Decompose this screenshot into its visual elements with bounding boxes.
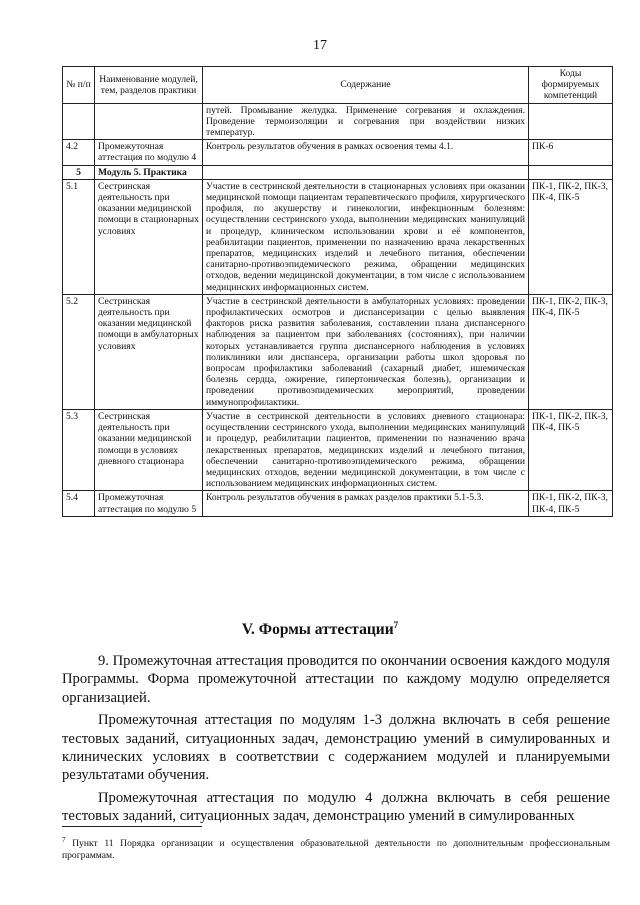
- module-5-heading-row: [63, 165, 613, 179]
- row-codes: ПК-1, ПК-2, ПК-3, ПК-4, ПК-5: [529, 294, 613, 409]
- header-content: Содержание: [203, 67, 529, 104]
- row-codes: ПК-1, ПК-2, ПК-3, ПК-4, ПК-5: [529, 491, 613, 516]
- module-title: Модуль 5. Практика: [95, 165, 203, 179]
- paragraph: Промежуточная аттестация по модулю 4 должна включать в себя решение тестовых заданий, ситуационных задач, демонстрацию умений в симулированных: [62, 789, 610, 825]
- footnote: [62, 834, 610, 862]
- footnote-divider: [62, 826, 202, 827]
- row-number: 5.4: [63, 491, 95, 516]
- row-content: Участие в сестринской деятельности в амбулаторных условиях: проведении профилактических осмотров и диспансеризации с целью выявления факторов риска развития заболевания, составлении плана диспансерного наблюдения за пациентом при заболеваниях (состояниях), при наличии которых устанавливается группа диспансерного наблюдения в условиях поликлиники или диспансера, организации работы школ здоровья по вопросам профилактики заболеваний (сахарный диабет, ишемическая болезнь сердца, ожирение, гипертоническая болезнь), организации и проведении противоэпидемических мероприятий, проведении иммунопрофилактики.: [203, 294, 529, 409]
- row-codes: ПК-1, ПК-2, ПК-3, ПК-4, ПК-5: [529, 179, 613, 294]
- header-codes: Коды формируемых компетенций: [529, 67, 613, 104]
- header-name: Наименование модулей, тем, разделов практики: [95, 67, 203, 104]
- section-title-text: V. Формы аттестации: [241, 621, 394, 639]
- table-row-4-2: [63, 140, 613, 165]
- page-number: 17: [313, 38, 327, 53]
- body-text: [62, 652, 610, 830]
- row-name: Сестринская деятельность при оказании медицинской помощи в амбулаторных условиях: [95, 294, 203, 409]
- row-number: 4.2: [63, 140, 95, 165]
- section-title: [0, 620, 640, 639]
- row-name: Сестринская деятельность при оказании медицинской помощи в условиях дневного стационара: [95, 409, 203, 490]
- row-codes: [529, 103, 613, 140]
- footnote-mark: 7: [62, 836, 66, 844]
- paragraph: Промежуточная аттестация по модулям 1-3 должна включать в себя решение тестовых заданий, ситуационных задач, демонстрацию умений в симулированных и клинических условиях в соответствии с содержанием модулей и планируемыми результатами обучения.: [62, 712, 610, 784]
- row-content: Контроль результатов обучения в рамках разделов практики 5.1-5.3.: [203, 491, 529, 516]
- empty-cell: [529, 165, 613, 179]
- row-name: [95, 103, 203, 140]
- row-name: Промежуточная аттестация по модулю 4: [95, 140, 203, 165]
- table-row-5-4: [63, 491, 613, 516]
- row-codes: ПК-1, ПК-2, ПК-3, ПК-4, ПК-5: [529, 409, 613, 490]
- row-content: Участие в сестринской деятельности в стационарных условиях при оказании медицинской помощи пациентам терапевтического профиля, хирургического профиля, по акушерству и гинекологии, инфекционным болезням: осуществлении сестринского ухода, выполнении медицинских манипуляций и процедур, клиническом использовании крови и её компонентов, реабилитации пациентов, применении по назначению врача лекарственных препаратов, медицинских изделий и лечебного питания, обеспечении санитарно-противоэпидемического режима, обращении медицинских отходов, ведении медицинской документации, в том числе с использованием медицинских информационных систем.: [203, 179, 529, 294]
- row-content: Контроль результатов обучения в рамках освоения темы 4.1.: [203, 140, 529, 165]
- empty-cell: [203, 165, 529, 179]
- row-number: 5.3: [63, 409, 95, 490]
- table-row-continuation: [63, 103, 613, 140]
- row-content: Участие в сестринской деятельности в условиях дневного стационара: осуществлении сестринского ухода, выполнении медицинских манипуляций и процедур, реабилитации пациентов, применении по назначению врача лекарственных препаратов, медицинских изделий и лечебного питания, обеспечении санитарно-противоэпидемического режима, обращении медицинских отходов, ведении медицинской документации, в том числе с использованием медицинских информационных систем.: [203, 409, 529, 490]
- footnote-text: Пункт 11 Порядка организации и осуществления образовательной деятельности по дополнительным профессиональным программам.: [62, 838, 610, 862]
- row-codes: ПК-6: [529, 140, 613, 165]
- row-content: путей. Промывание желудка. Применение согревания и охлаждения. Проведение термоизоляции и согревания при воздействии низких температур.: [203, 103, 529, 140]
- table-row-5-3: [63, 409, 613, 490]
- program-table: [62, 66, 613, 517]
- row-number: [63, 103, 95, 140]
- row-name: Промежуточная аттестация по модулю 5: [95, 491, 203, 516]
- row-number: 5.2: [63, 294, 95, 409]
- paragraph: 9. Промежуточная аттестация проводится по окончании освоения каждого модуля Программы. Форма промежуточной аттестации по каждому модулю определяется организацией.: [62, 653, 610, 706]
- header-number: № п/п: [63, 67, 95, 104]
- row-number: 5.1: [63, 179, 95, 294]
- table-row-5-2: [63, 294, 613, 409]
- footnote-reference: 7: [393, 620, 399, 630]
- table-row-5-1: [63, 179, 613, 294]
- module-number: 5: [63, 165, 95, 179]
- table-header-row: [63, 67, 613, 104]
- row-name: Сестринская деятельность при оказании медицинской помощи в стационарных условиях: [95, 179, 203, 294]
